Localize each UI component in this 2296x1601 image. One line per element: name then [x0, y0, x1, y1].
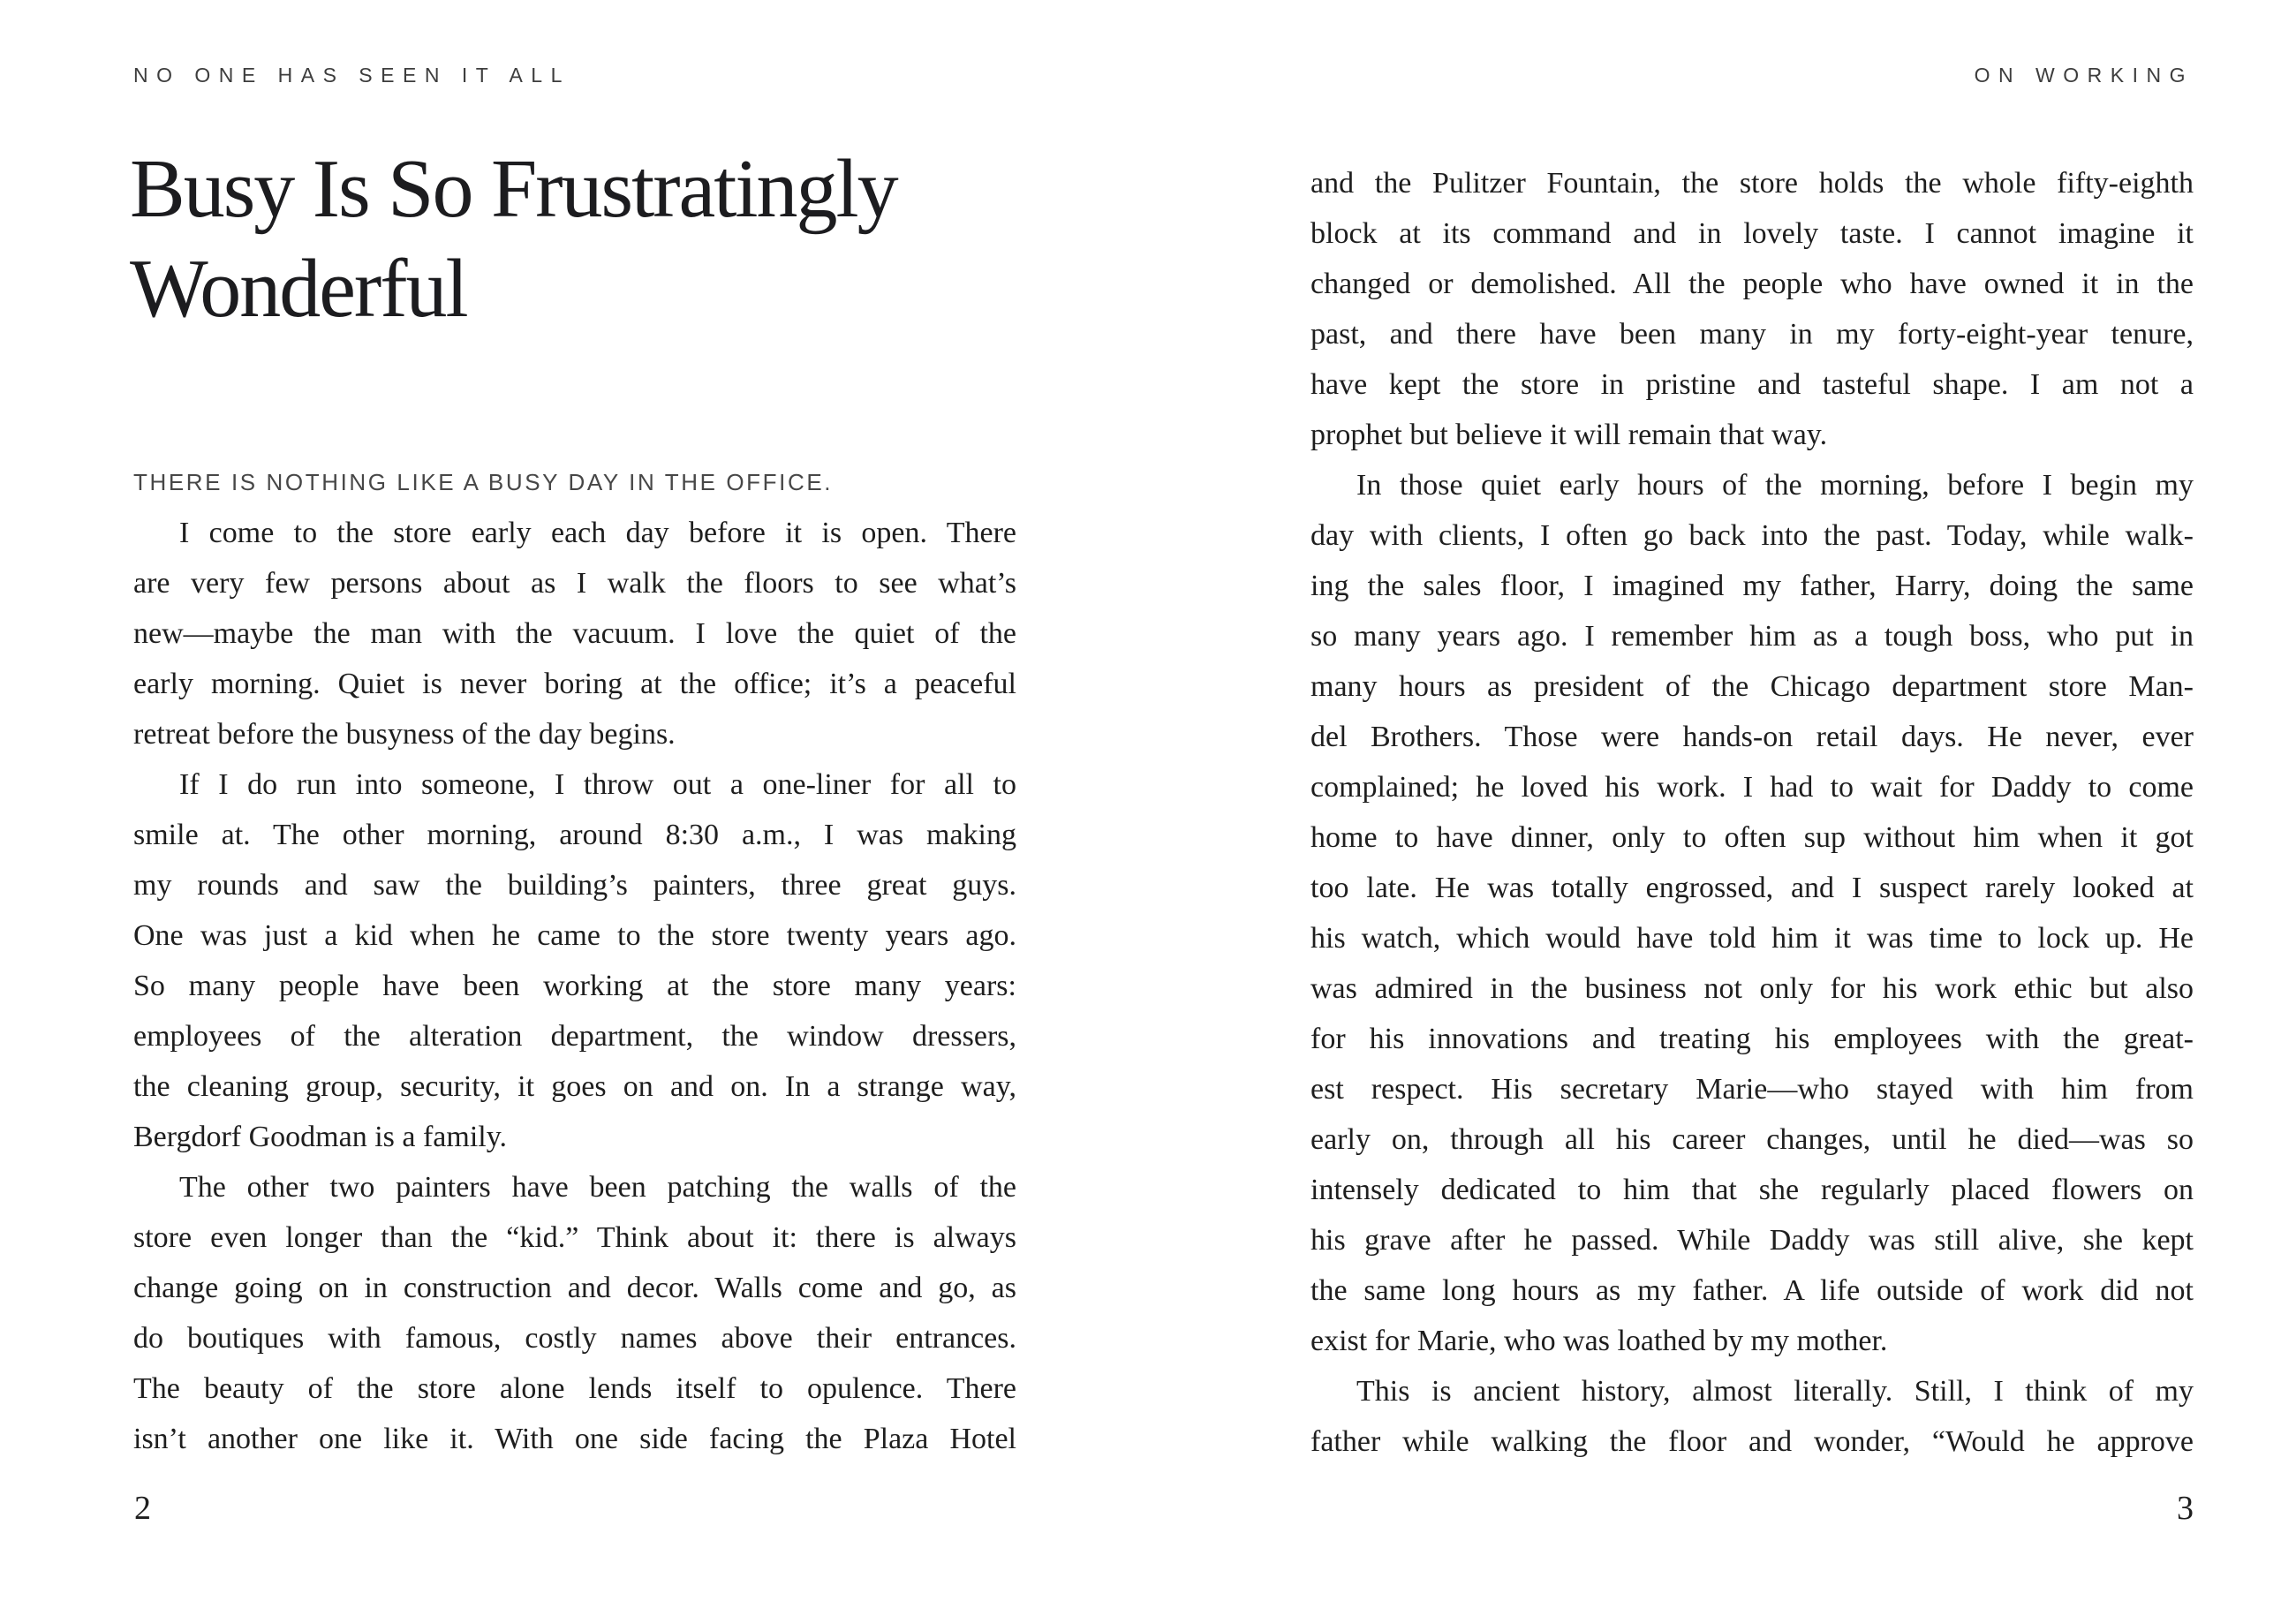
body-line: Bergdorf Goodman is a family. — [133, 1121, 508, 1153]
body-paragraphs-left — [133, 508, 1016, 1464]
body-paragraphs-right — [1310, 158, 2194, 1467]
body-line: The other two painters have been patching the walls of the — [179, 1171, 1016, 1204]
body-line: was admired in the business not only for his work ethic but also — [1310, 972, 2194, 1005]
body-line: So many people have been working at the store many years: — [133, 970, 1016, 1002]
running-head-left: NO ONE HAS SEEN IT ALL — [133, 64, 570, 87]
body-line: father while walking the floor and wonder, “Would he approve — [1310, 1425, 2194, 1458]
running-head-right: ON WORKING — [1974, 64, 2194, 87]
body-line: many hours as president of the Chicago department store Man- — [1310, 670, 2194, 703]
body-line: changed or demolished. All the people who have owned it in the — [1310, 268, 2194, 300]
body-line: for his innovations and treating his employees with the great- — [1310, 1023, 2194, 1055]
page-number: 2 — [134, 1490, 151, 1527]
body-line: new—maybe the man with the vacuum. I love the quiet of the — [133, 617, 1016, 650]
body-line: block at its command and in lovely taste. I cannot imagine it — [1310, 217, 2194, 250]
body-line: past, and there have been many in my forty-eight-year tenure, — [1310, 318, 2194, 351]
body-line: One was just a kid when he came to the store twenty years ago. — [133, 919, 1016, 952]
body-line: store even longer than the “kid.” Think about it: there is always — [133, 1221, 1016, 1254]
body-line: so many years ago. I remember him as a tough boss, who put in — [1310, 620, 2194, 653]
body-line: exist for Marie, who was loathed by my mother. — [1310, 1325, 1888, 1357]
chapter-title — [130, 140, 897, 339]
body-line: prophet but believe it will remain that way. — [1310, 419, 1828, 451]
body-line: This is ancient history, almost literally. Still, I think of my — [1356, 1375, 2194, 1408]
body-column-right — [1310, 158, 2194, 1467]
body-line: employees of the alteration department, the window dressers, — [133, 1020, 1016, 1053]
body-line: his watch, which would have told him it was time to lock up. He — [1310, 922, 2194, 955]
body-line: change going on in construction and decor. Walls come and go, as — [133, 1272, 1016, 1304]
body-line: retreat before the busyness of the day begins. — [133, 718, 676, 751]
chapter-title-line-2: Wonderful — [130, 243, 467, 335]
body-column-left — [133, 457, 1016, 1464]
body-line: In those quiet early hours of the morning, before I begin my — [1356, 469, 2194, 502]
body-line: smile at. The other morning, around 8:30 a.m., I was making — [133, 819, 1016, 851]
page-number: 3 — [2177, 1490, 2194, 1527]
chapter-title-line-1: Busy Is So Frustratingly — [130, 143, 897, 235]
body-line: early on, through all his career changes, until he died—was so — [1310, 1123, 2194, 1156]
body-line: home to have dinner, only to often sup without him when it got — [1310, 821, 2194, 854]
body-line: isn’t another one like it. With one side facing the Plaza Hotel — [133, 1423, 1016, 1455]
body-line: del Brothers. Those were hands-on retail days. He never, ever — [1310, 721, 2194, 753]
body-line: too late. He was totally engrossed, and I suspect rarely looked at — [1310, 872, 2194, 904]
body-line: est respect. His secretary Marie—who stayed with him from — [1310, 1073, 2194, 1106]
body-line: the cleaning group, security, it goes on and on. In a strange way, — [133, 1070, 1016, 1103]
body-line: day with clients, I often go back into the past. Today, while walk- — [1310, 519, 2194, 552]
section-lead-in: THERE IS NOTHING LIKE A BUSY DAY IN THE OFFICE. — [133, 469, 834, 495]
body-line: If I do run into someone, I throw out a one-liner for all to — [179, 768, 1016, 801]
body-line: intensely dedicated to him that she regularly placed flowers on — [1310, 1174, 2194, 1206]
body-line: I come to the store early each day before it is open. There — [179, 517, 1016, 549]
body-line: are very few persons about as I walk the floors to see what’s — [133, 567, 1016, 600]
body-line: ing the sales floor, I imagined my father, Harry, doing the same — [1310, 570, 2194, 602]
body-line: his grave after he passed. While Daddy was still alive, she kept — [1310, 1224, 2194, 1257]
body-line: The beauty of the store alone lends itself to opulence. There — [133, 1372, 1016, 1405]
body-line: and the Pulitzer Fountain, the store holds the whole fifty-eighth — [1310, 167, 2194, 200]
body-line: complained; he loved his work. I had to wait for Daddy to come — [1310, 771, 2194, 804]
body-line: my rounds and saw the building’s painters, three great guys. — [133, 869, 1016, 902]
page-right — [1148, 0, 2296, 1601]
body-line: have kept the store in pristine and tasteful shape. I am not a — [1310, 368, 2194, 401]
body-line: the same long hours as my father. A life outside of work did not — [1310, 1274, 2194, 1307]
body-line: do boutiques with famous, costly names above their entrances. — [133, 1322, 1016, 1355]
body-line: early morning. Quiet is never boring at the office; it’s a peaceful — [133, 668, 1016, 700]
